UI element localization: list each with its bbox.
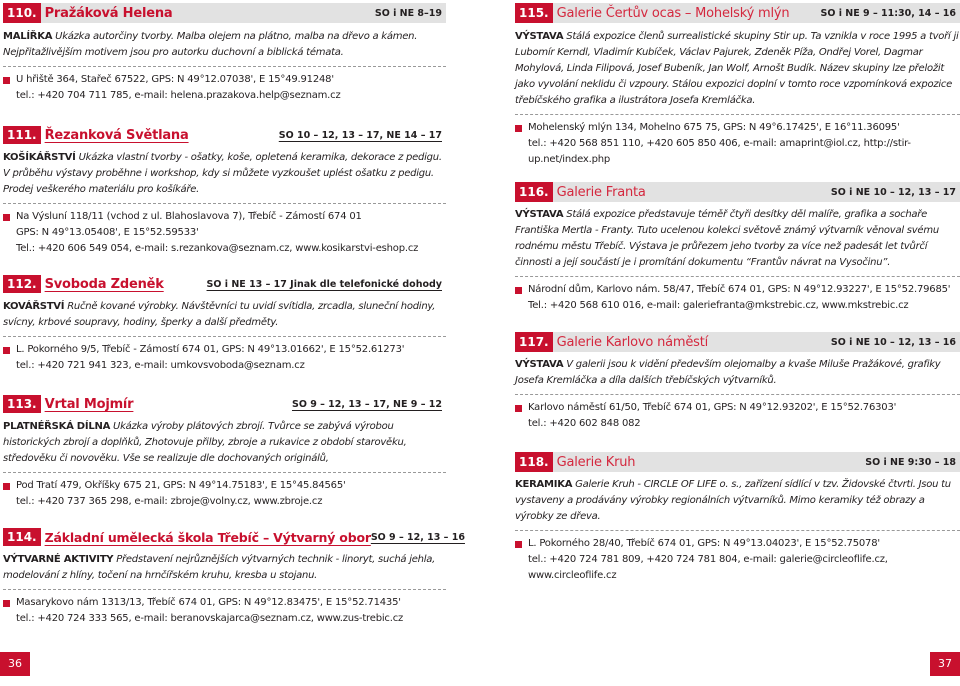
entry-name: Galerie Čertův ocas – Mohelský mlýn — [556, 5, 790, 21]
entry-text: Ukázka výroby plátových zbrojí. Tvůrce se zabývá výrobou historických zbrojí a doplňků, Zhotovuje přilby, zbroje a rukavice z období starověku, středověku či novověku. Vše se realizuje dle dochovaných originálů, — [3, 421, 407, 464]
entry-address: Mohelenský mlýn 134, Mohelno 675 75, GPS: N 49°6.17425', E 16°11.36095' — [515, 120, 960, 136]
entry-name: Galerie Franta — [556, 184, 646, 200]
entry-category: VÝSTAVA — [515, 209, 564, 220]
entry-phone-email: Tel.: +420 568 610 016, e-mail: galeriefranta@mkstrebic.cz, www.mkstrebic.cz — [528, 300, 909, 311]
page-number: 37 — [930, 652, 960, 676]
entry-phone-email: tel.: +420 737 365 298, e-mail: zbroje@volny.cz, www.zbroje.cz — [16, 496, 323, 507]
entry-name: Galerie Karlovo náměstí — [556, 334, 709, 350]
right-page — [480, 0, 960, 686]
divider — [3, 203, 446, 204]
entry-hours: SO i NE 10 – 12, 13 – 16 — [830, 336, 956, 348]
entry-address: L. Pokorného 9/5, Třebíč - Zámostí 674 01, GPS: N 49°13.01662', E 15°52.61273' — [3, 342, 446, 358]
entry-description — [3, 150, 446, 198]
page-number: 36 — [0, 652, 30, 676]
entry-text: Ukázka vlastní tvorby - ošatky, koše, opletená keramika, dekorace z pedigu. V průběhu výstavy proběhne i workshop, kdy si můžete vyzkoušet uplést ošatku z pedigu. Prodej veškerého materiálu pro košíkáře. — [3, 152, 442, 195]
entry-113 — [3, 394, 446, 510]
entry-address: Masarykovo nám 1313/13, Třebíč 674 01, GPS: N 49°12.83475', E 15°52.71435' — [3, 595, 446, 611]
entry-number: 115. — [515, 3, 553, 23]
entry-name: Základní umělecká škola Třebíč – Výtvarný obor — [44, 529, 371, 545]
entry-hours: SO i NE 9:30 – 18 — [865, 456, 956, 468]
entry-contact — [3, 342, 446, 374]
entry-contact — [3, 209, 446, 257]
entry-112 — [3, 274, 446, 374]
entry-header — [515, 182, 960, 202]
entry-header — [3, 125, 446, 145]
entry-description — [3, 419, 446, 467]
entry-115 — [515, 3, 960, 168]
entry-hours: SO 9 – 12, 13 – 17, NE 9 – 12 — [291, 398, 442, 410]
entry-text: Stálá expozice členů surrealistické skupiny Stir up. Ta vznikla v roce 1995 a tvoří ji Lubomír Kerndl, Vladimír Kubíček, Václav Pajurek, Zdeněk Píža, Ondřej Vorel, Dagmar Mohylová, Linda Filipová, Josef Bubeník, Jan Wolf, Arnošt Budík. Název skupiny lze přeložit jako vyvolání neklidu či vzpoury. Stálou expozici doplní v tomto roce vzpomínková expozice třebíčského grafika a ilustrátora Josefa Kremláčka. — [515, 31, 959, 106]
divider — [515, 276, 960, 277]
entry-number: 117. — [515, 332, 553, 352]
divider — [3, 589, 446, 590]
entry-description — [515, 357, 960, 389]
entry-phone-email: tel.: +420 721 941 323, e-mail: umkovsvoboda@seznam.cz — [16, 360, 305, 371]
entry-category: KOVÁŘSTVÍ — [3, 301, 65, 312]
entry-category: KERAMIKA — [515, 479, 573, 490]
entry-number: 114. — [3, 528, 41, 546]
entry-contact — [515, 282, 960, 314]
entry-110 — [3, 3, 446, 104]
entry-hours: SO 10 – 12, 13 – 17, NE 14 – 17 — [278, 129, 442, 141]
entry-header — [3, 274, 446, 294]
entry-text: Ukázka autorčiny tvorby. Malba olejem na plátno, malba na dřevo a kámen. Nejpřitažlivějším motivem jsou pro autorku duchovní a biblická témata. — [3, 31, 418, 58]
entry-contact — [3, 595, 446, 627]
entry-text: Galerie Kruh - CIRCLE OF LIFE o. s., zařízení sídlící v tzv. Židovské čtvrti. Jsou tu vystaveny a prodávány výrobky regionálních výtvarníků. Mimo keramiky též obrazy a výrobky ze dřeva. — [515, 479, 951, 522]
divider — [3, 472, 446, 473]
entry-text: V galerii jsou k vidění především olejomalby a kvaše Miluše Pražákové, grafiky Josefa Kremláčka a díla dalších třebíčských výtvarníků. — [515, 359, 941, 386]
entry-contact — [515, 400, 960, 432]
entry-contact — [3, 478, 446, 510]
divider — [3, 66, 446, 67]
divider — [515, 114, 960, 115]
divider — [515, 530, 960, 531]
entry-phone-email: tel.: +420 724 781 809, +420 724 781 804, e-mail: galerie@circleoflife.cz, www.circleoflife.cz — [528, 554, 888, 581]
entry-phone-email: Tel.: +420 606 549 054, e-mail: s.rezankova@seznam.cz, www.kosikarstvi-eshop.cz — [16, 243, 419, 254]
entry-header — [3, 394, 446, 414]
entry-description — [3, 299, 446, 331]
entry-description — [3, 29, 446, 61]
entry-category: KOŠÍKÁŘSTVÍ — [3, 152, 76, 163]
entry-name: Pražáková Helena — [44, 5, 173, 21]
entry-contact — [3, 72, 446, 104]
entry-header — [515, 452, 960, 472]
entry-category: VÝSTAVA — [515, 359, 564, 370]
entry-category: MALÍŘKA — [3, 31, 53, 42]
entry-phone-email: tel.: +420 602 848 082 — [528, 418, 641, 429]
entry-number: 116. — [515, 182, 553, 202]
divider — [3, 336, 446, 337]
entry-name: Vrtal Mojmír — [44, 396, 134, 412]
entry-name: Řezanková Světlana — [44, 127, 189, 143]
entry-description — [3, 552, 446, 584]
entry-description — [515, 29, 960, 109]
entry-header — [3, 527, 465, 547]
entry-category: VÝSTAVA — [515, 31, 564, 42]
entry-category: PLATNÉŘSKÁ DÍLNA — [3, 421, 111, 432]
entry-header — [515, 332, 960, 352]
entry-number: 113. — [3, 395, 41, 413]
entry-117 — [515, 332, 960, 432]
entry-gps: GPS: N 49°13.05408', E 15°52.59533' — [16, 227, 199, 238]
entry-116 — [515, 182, 960, 314]
entry-header — [515, 3, 960, 23]
entry-address: L. Pokorného 28/40, Třebíč 674 01, GPS: N 49°13.04023', E 15°52.75078' — [515, 536, 960, 552]
entry-phone-email: tel.: +420 704 711 785, e-mail: helena.prazakova.help@seznam.cz — [16, 90, 341, 101]
entry-hours: SO i NE 9 – 11:30, 14 – 16 — [820, 7, 956, 19]
entry-118 — [515, 452, 960, 584]
entry-hours: SO 9 – 12, 13 – 16 — [370, 531, 465, 543]
entry-address: Pod Tratí 479, Okříšky 675 21, GPS: N 49°14.75183', E 15°45.84565' — [3, 478, 446, 494]
entry-hours: SO i NE 8–19 — [374, 7, 442, 19]
entry-text: Představení nejrůznějších výtvarných technik - linoryt, suchá jehla, modelování z hlíny, točení na hrnčířském kruhu, kresba u stojanu. — [3, 554, 436, 581]
entry-number: 111. — [3, 126, 41, 144]
entry-hours: SO i NE 13 – 17 Jinak dle telefonické dohody — [206, 278, 442, 290]
entry-114 — [3, 527, 465, 627]
entry-number: 112. — [3, 275, 41, 293]
divider — [515, 394, 960, 395]
entry-111 — [3, 125, 446, 257]
entry-name: Galerie Kruh — [556, 454, 636, 470]
entry-text: Stálá expozice představuje téměř čtyři desítky děl malíře, grafika a sochaře Františka Mertla - Franty. Tuto ucelenou kolekci světově známý výtvarník věnoval svému rodnému městu Třebíč. Výstava je průřezem jeho tvorby za více než padesát let tvůrčí činnosti a její součástí je i promítání dokumentu “Frantův návrat na Vysočinu”. — [515, 209, 939, 268]
entry-text: Ručně kované výrobky. Návštěvníci tu uvidí svítidla, zrcadla, sluneční hodiny, svícny, krbové soupravy, hodiny, šperky a další předměty. — [3, 301, 436, 328]
entry-address: U hřiště 364, Stařeč 67522, GPS: N 49°12.07038', E 15°49.91248' — [3, 72, 446, 88]
entry-number: 110. — [3, 3, 41, 23]
entry-category: VÝTVARNÉ AKTIVITY — [3, 554, 114, 565]
entry-address: Národní dům, Karlovo nám. 58/47, Třebíč 674 01, GPS: N 49°12.93227', E 15°52.79685' — [515, 282, 960, 298]
entry-contact — [515, 536, 960, 584]
entry-hours: SO i NE 10 – 12, 13 – 17 — [830, 186, 956, 198]
entry-description — [515, 477, 960, 525]
entry-phone-email: tel.: +420 724 333 565, e-mail: beranovskajarca@seznam.cz, www.zus-trebic.cz — [16, 613, 404, 624]
entry-address: Na Výsluní 118/11 (vchod z ul. Blahoslavova 7), Třebíč - Zámostí 674 01 — [3, 209, 446, 225]
entry-number: 118. — [515, 452, 553, 472]
entry-contact — [515, 120, 960, 168]
entry-address: Karlovo náměstí 61/50, Třebíč 674 01, GPS: N 49°12.93202', E 15°52.76303' — [515, 400, 960, 416]
entry-header — [3, 3, 446, 23]
entry-description — [515, 207, 960, 271]
entry-phone-email: tel.: +420 568 851 110, +420 605 850 406, e-mail: amaprint@iol.cz, http://stir-up.net/index.php — [528, 138, 911, 165]
entry-name: Svoboda Zdeněk — [44, 276, 164, 292]
